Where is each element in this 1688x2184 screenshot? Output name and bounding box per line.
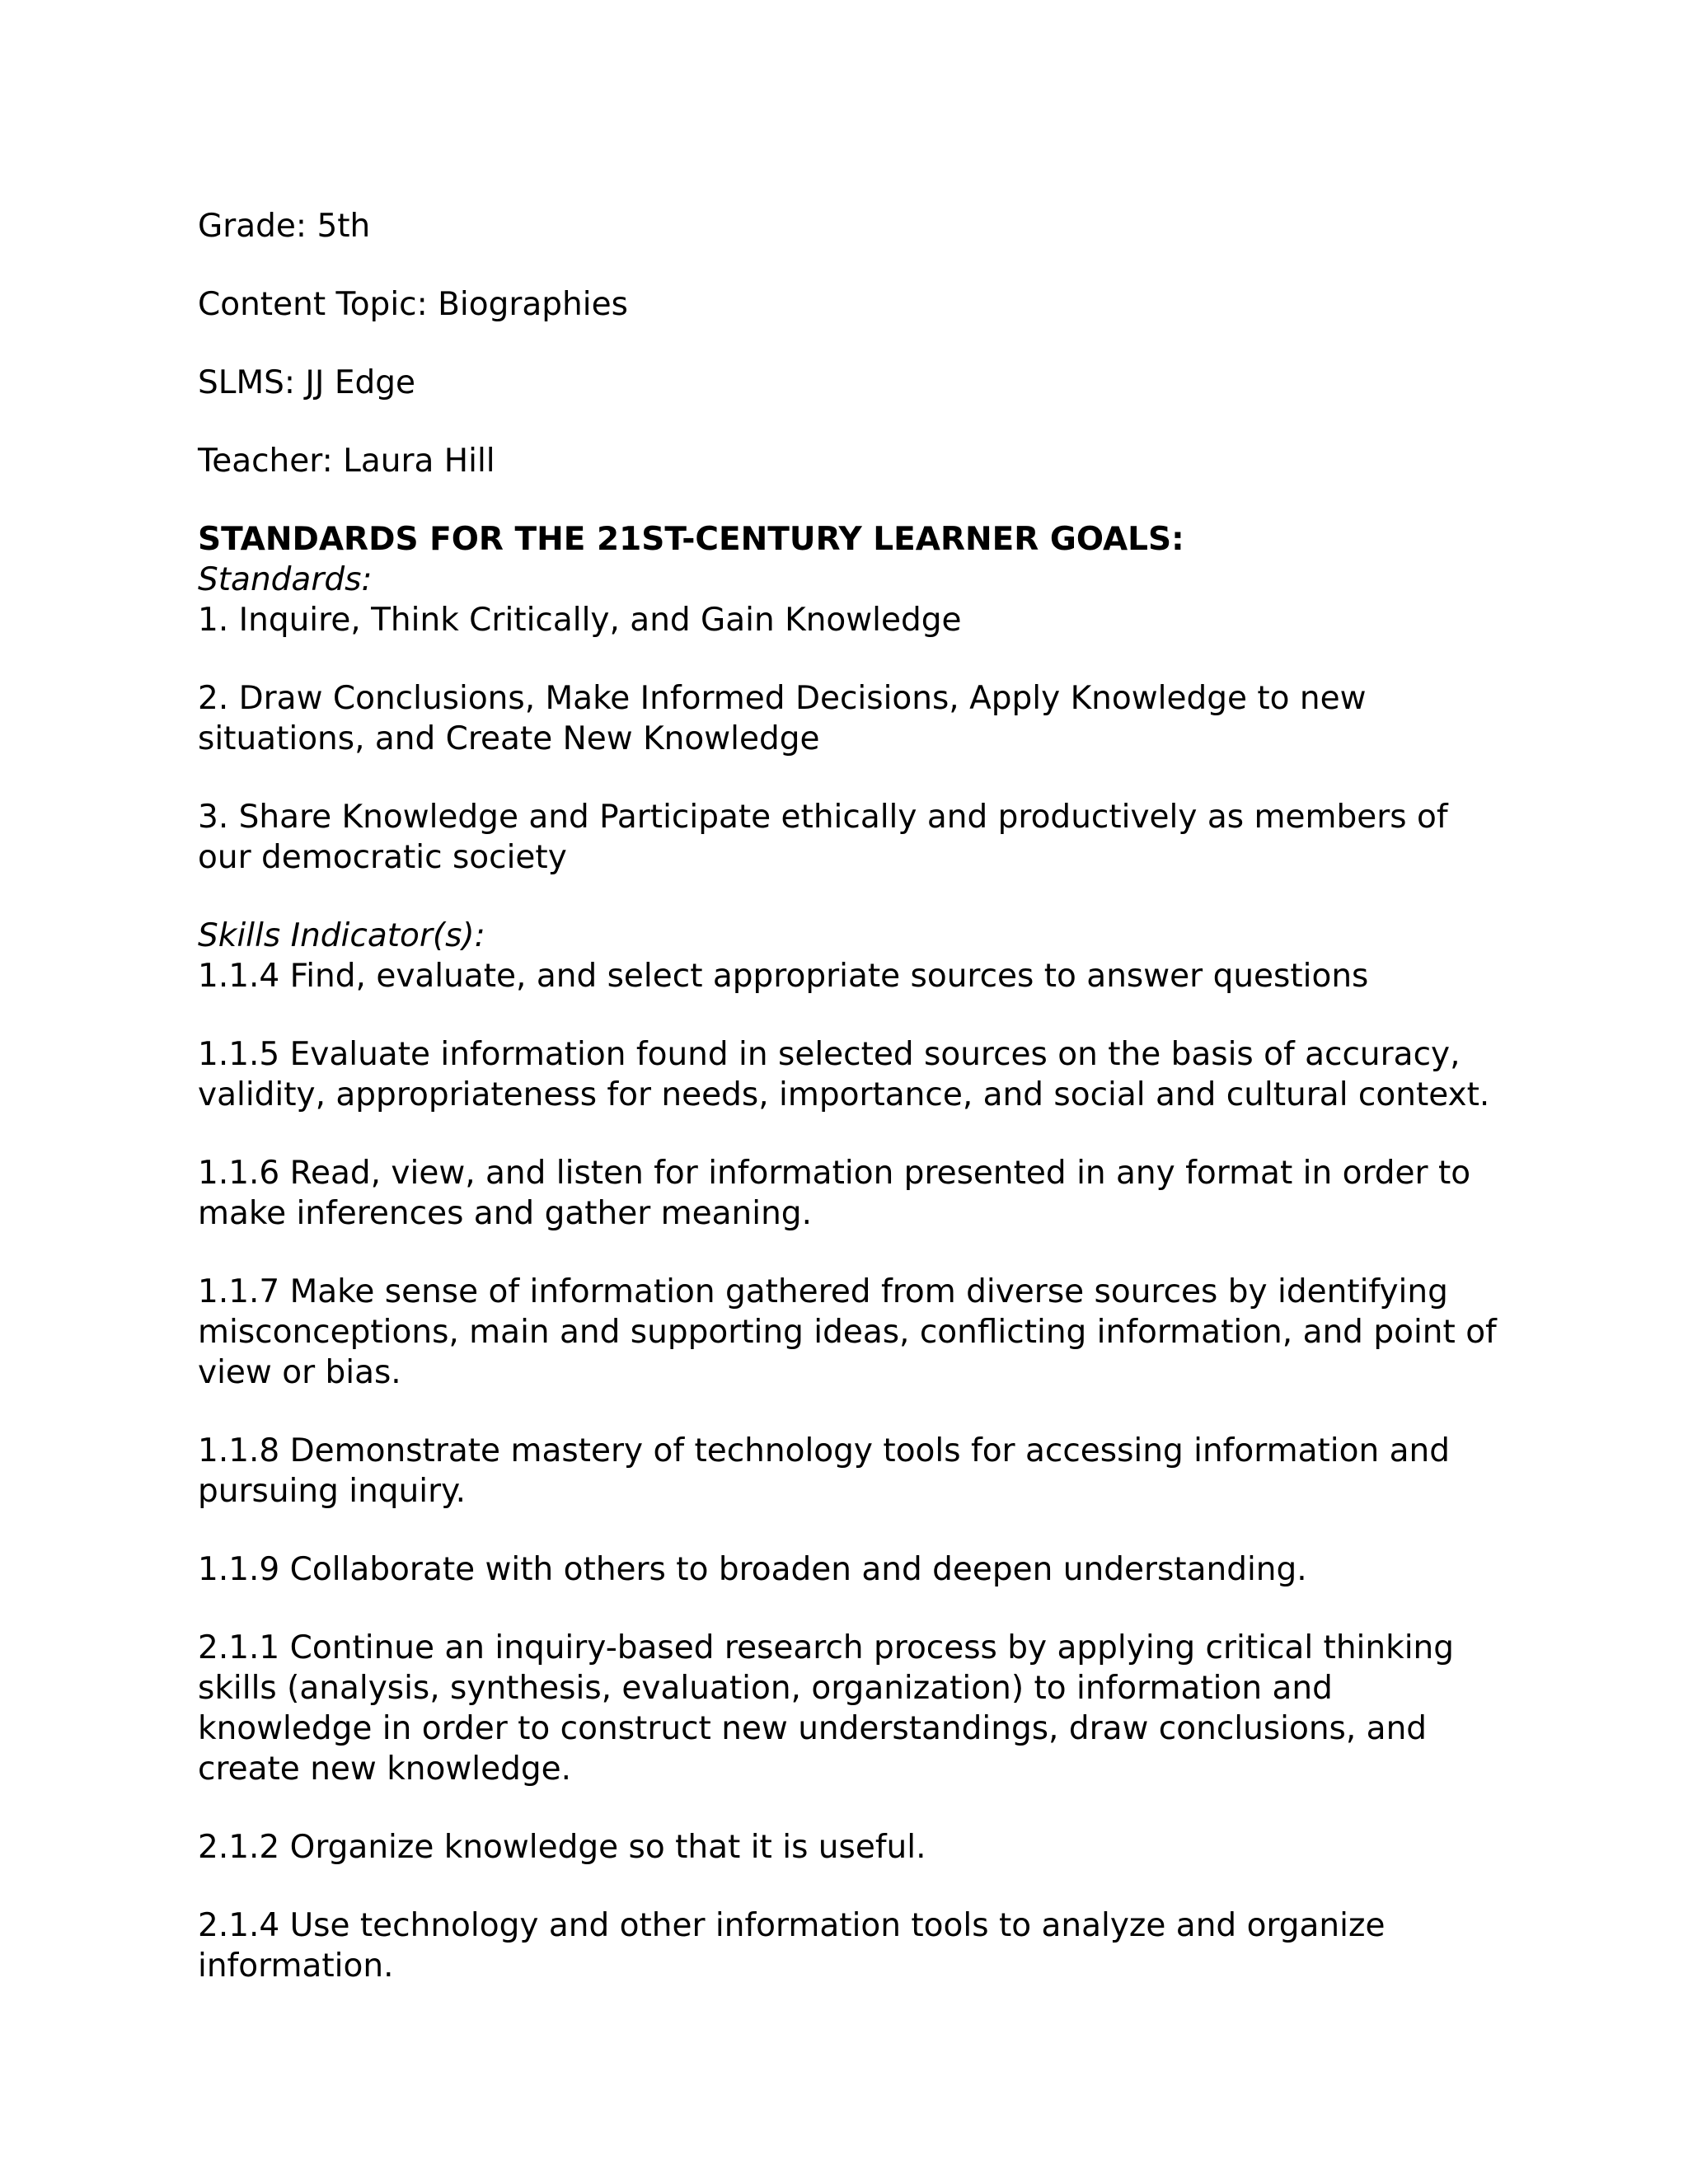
skill-item: 1.1.6 Read, view, and listen for information presented in any format in order to make inferences and gather meaning.	[198, 1155, 1471, 1232]
skill-item: 2.1.4 Use technology and other information tools to analyze and organize information.	[198, 1907, 1386, 1985]
teacher-line: Teacher: Laura Hill	[198, 443, 495, 480]
content-topic-line: Content Topic: Biographies	[198, 286, 628, 323]
standards-heading: STANDARDS FOR THE 21ST-CENTURY LEARNER GOALS:	[198, 521, 1184, 558]
document-page	[198, 206, 1500, 1986]
skill-item: 1.1.5 Evaluate information found in selected sources on the basis of accuracy, validity, appropriateness for needs, importance, and social and cultural context.	[198, 1036, 1490, 1113]
skills-label: Skills Indicator(s):	[198, 917, 485, 954]
standard-item: 3. Share Knowledge and Participate ethically and productively as members of our democratic society	[198, 799, 1448, 876]
skill-item: 1.1.8 Demonstrate mastery of technology tools for accessing information and pursuing inquiry.	[198, 1432, 1450, 1510]
skill-item: 2.1.2 Organize knowledge so that it is useful.	[198, 1829, 926, 1866]
skill-item: 1.1.7 Make sense of information gathered from diverse sources by identifying misconceptions, main and supporting ideas, conflicting information, and point of view or bias.	[198, 1273, 1497, 1391]
skill-item: 1.1.4 Find, evaluate, and select appropriate sources to answer questions	[198, 958, 1369, 995]
standard-item: 2. Draw Conclusions, Make Informed Decisions, Apply Knowledge to new situations, and Create New Knowledge	[198, 680, 1367, 757]
grade-line: Grade: 5th	[198, 208, 371, 245]
standards-label: Standards:	[198, 561, 373, 598]
slms-line: SLMS: JJ Edge	[198, 364, 415, 401]
skill-item: 2.1.1 Continue an inquiry-based research process by applying critical thinking skills (analysis, synthesis, evaluation, organization) to information and knowledge in order to construct new understandings, draw conclusions, and create new knowledge.	[198, 1629, 1455, 1788]
skill-item: 1.1.9 Collaborate with others to broaden and deepen understanding.	[198, 1551, 1307, 1588]
standard-item: 1. Inquire, Think Critically, and Gain Knowledge	[198, 602, 962, 639]
